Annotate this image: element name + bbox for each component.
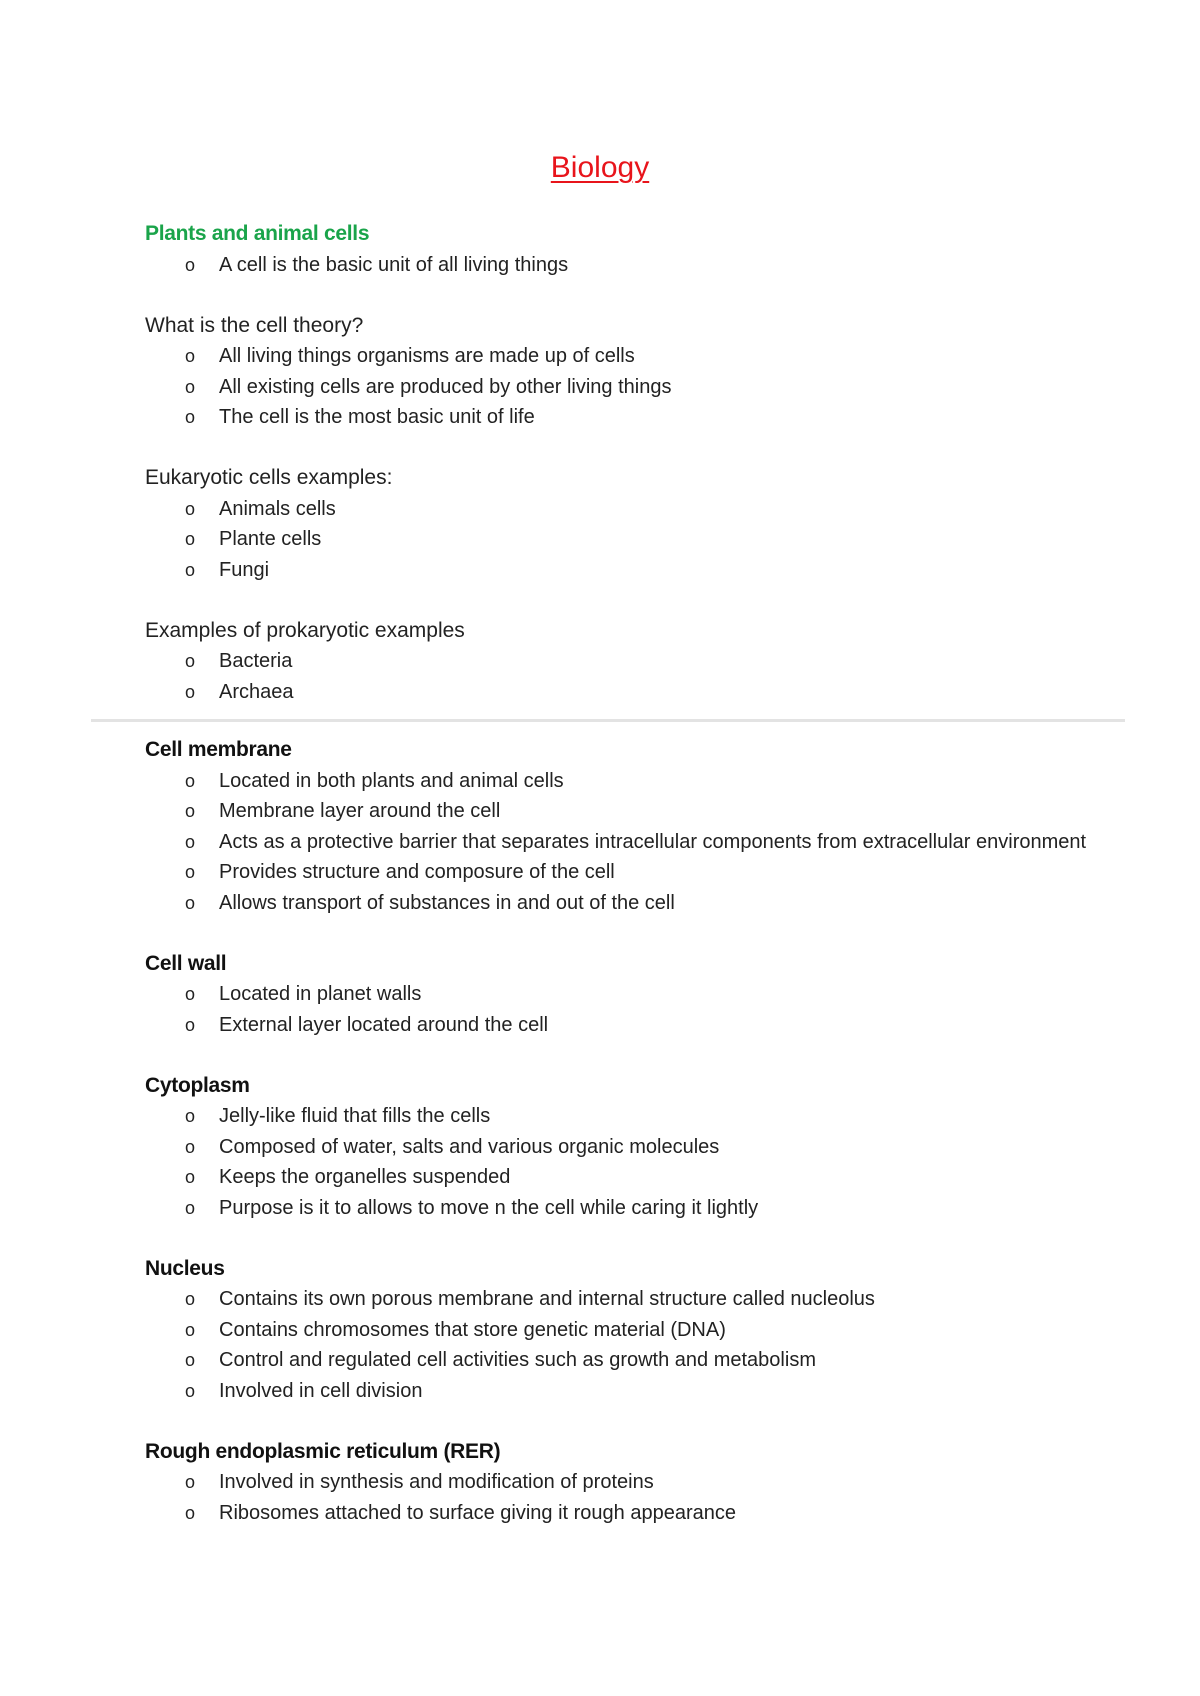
list-item (145, 766, 1105, 797)
list-item-text: Located in planet walls (219, 983, 422, 1005)
list-item (145, 494, 1105, 525)
bullet-circle-icon: o (185, 1502, 196, 1523)
bullet-circle-icon: o (185, 1106, 196, 1126)
bullet-circle-icon: o (185, 1472, 196, 1492)
bullet-circle-icon: o (185, 498, 196, 519)
section-group-organelles (145, 735, 1105, 1528)
bullet-circle-icon: o (185, 529, 196, 549)
list-item-text: Bacteria (219, 650, 293, 672)
list-item (145, 1376, 1105, 1407)
spacer (145, 280, 1105, 311)
list-item-text: External layer located around the cell (219, 1013, 549, 1036)
list-item-text: All living things organisms are made up of cells (219, 345, 635, 367)
heading-plants-and-animal-cells: Plants and animal cells (145, 222, 370, 245)
list-item-text: Allows transport of substances in and out of the cell (219, 891, 675, 914)
bullet-circle-icon: o (185, 1136, 196, 1157)
heading-cell-theory: What is the cell theory? (145, 313, 364, 337)
spacer (145, 918, 1105, 949)
spacer (145, 1223, 1105, 1254)
list-item-text: Keeps the organelles suspended (219, 1166, 511, 1188)
spacer (145, 1040, 1105, 1071)
list-item (145, 341, 1105, 372)
heading-nucleus: Nucleus (145, 1256, 225, 1280)
list-item-text: Located in both plants and animal cells (219, 769, 564, 792)
bullet-circle-icon: o (185, 346, 196, 366)
list-item-text: Ribosomes attached to surface giving it rough appearance (219, 1501, 736, 1524)
list-item (145, 1467, 1105, 1498)
bullet-circle-icon: o (185, 1350, 196, 1370)
heading-cell-membrane: Cell membrane (145, 738, 292, 761)
list-item (145, 1345, 1105, 1376)
bullet-circle-icon: o (185, 559, 196, 580)
list-item (145, 857, 1105, 888)
list-item-text: Fungi (219, 558, 270, 581)
list-item (145, 1284, 1105, 1315)
list-intro (145, 250, 1105, 281)
list-item (145, 524, 1105, 555)
list-item (145, 827, 1105, 858)
heading-rer: Rough endoplasmic reticulum (RER) (145, 1439, 501, 1463)
bullet-circle-icon: o (185, 681, 196, 702)
bullet-circle-icon: o (185, 831, 196, 852)
list-item-text: Involved in cell division (219, 1379, 423, 1402)
list-rer (145, 1467, 1105, 1528)
heading-prokaryotic: Examples of prokaryotic examples (145, 618, 465, 642)
document-title: Biology (550, 151, 650, 184)
list-item (145, 372, 1105, 403)
bullet-circle-icon: o (185, 376, 196, 397)
list-cytoplasm (145, 1101, 1105, 1223)
bullet-circle-icon: o (185, 1289, 196, 1309)
list-item (145, 1315, 1105, 1346)
list-item-text: All existing cells are produced by other living things (219, 375, 672, 398)
list-item (145, 1498, 1105, 1529)
list-item (145, 677, 1105, 708)
bullet-circle-icon: o (185, 407, 196, 427)
heading-cell-wall: Cell wall (145, 951, 227, 975)
list-nucleus (145, 1284, 1105, 1406)
bullet-circle-icon: o (185, 862, 196, 882)
horizontal-divider (91, 719, 1125, 722)
bullet-circle-icon: o (185, 651, 196, 671)
spacer (145, 433, 1105, 464)
bullet-circle-icon: o (185, 1319, 196, 1340)
list-item (145, 1193, 1105, 1224)
list-eukaryotic (145, 494, 1105, 586)
bullet-circle-icon: o (185, 770, 196, 791)
spacer (145, 1406, 1105, 1437)
list-item-text: Acts as a protective barrier that separates intracellular components from extracellular environment (219, 830, 1087, 853)
bullet-circle-icon: o (185, 984, 196, 1004)
bullet-circle-icon: o (185, 1014, 196, 1035)
list-item-text: Control and regulated cell activities such as growth and metabolism (219, 1349, 816, 1371)
list-item-text: Composed of water, salts and various organic molecules (219, 1135, 720, 1158)
list-item-text: Purpose is it to allows to move n the cell while caring it lightly (219, 1196, 759, 1219)
list-item (145, 979, 1105, 1010)
list-cell-wall (145, 979, 1105, 1040)
list-item-text: Archaea (219, 680, 294, 703)
bullet-circle-icon: o (185, 1197, 196, 1218)
list-item (145, 1101, 1105, 1132)
list-item-text: The cell is the most basic unit of life (219, 406, 535, 428)
list-item-text: A cell is the basic unit of all living things (219, 253, 569, 276)
list-item (145, 1010, 1105, 1041)
list-item (145, 646, 1105, 677)
list-item-text: Jelly-like fluid that fills the cells (219, 1105, 491, 1127)
list-item-text: Provides structure and composure of the cell (219, 861, 615, 883)
list-item-text: Involved in synthesis and modification of proteins (219, 1471, 654, 1493)
list-item-text: Contains chromosomes that store genetic material (DNA) (219, 1318, 726, 1341)
list-item (145, 555, 1105, 586)
list-prokaryotic (145, 646, 1105, 707)
list-item-text: Plante cells (219, 528, 322, 550)
list-item (145, 888, 1105, 919)
bullet-circle-icon: o (185, 801, 196, 821)
bullet-circle-icon: o (185, 254, 196, 275)
section-group-top (145, 219, 1105, 707)
list-item-text: Contains its own porous membrane and internal structure called nucleolus (219, 1288, 875, 1310)
list-item (145, 1132, 1105, 1163)
list-item-text: Membrane layer around the cell (219, 800, 501, 822)
bullet-circle-icon: o (185, 1167, 196, 1187)
list-cell-theory (145, 341, 1105, 433)
bullet-circle-icon: o (185, 1380, 196, 1401)
list-item (145, 402, 1105, 433)
heading-eukaryotic: Eukaryotic cells examples: (145, 466, 393, 489)
list-item (145, 796, 1105, 827)
list-item (145, 250, 1105, 281)
spacer (145, 585, 1105, 616)
list-cell-membrane (145, 766, 1105, 919)
bullet-circle-icon: o (185, 892, 196, 913)
list-item (145, 1162, 1105, 1193)
heading-cytoplasm: Cytoplasm (145, 1073, 250, 1097)
list-item-text: Animals cells (219, 497, 336, 520)
